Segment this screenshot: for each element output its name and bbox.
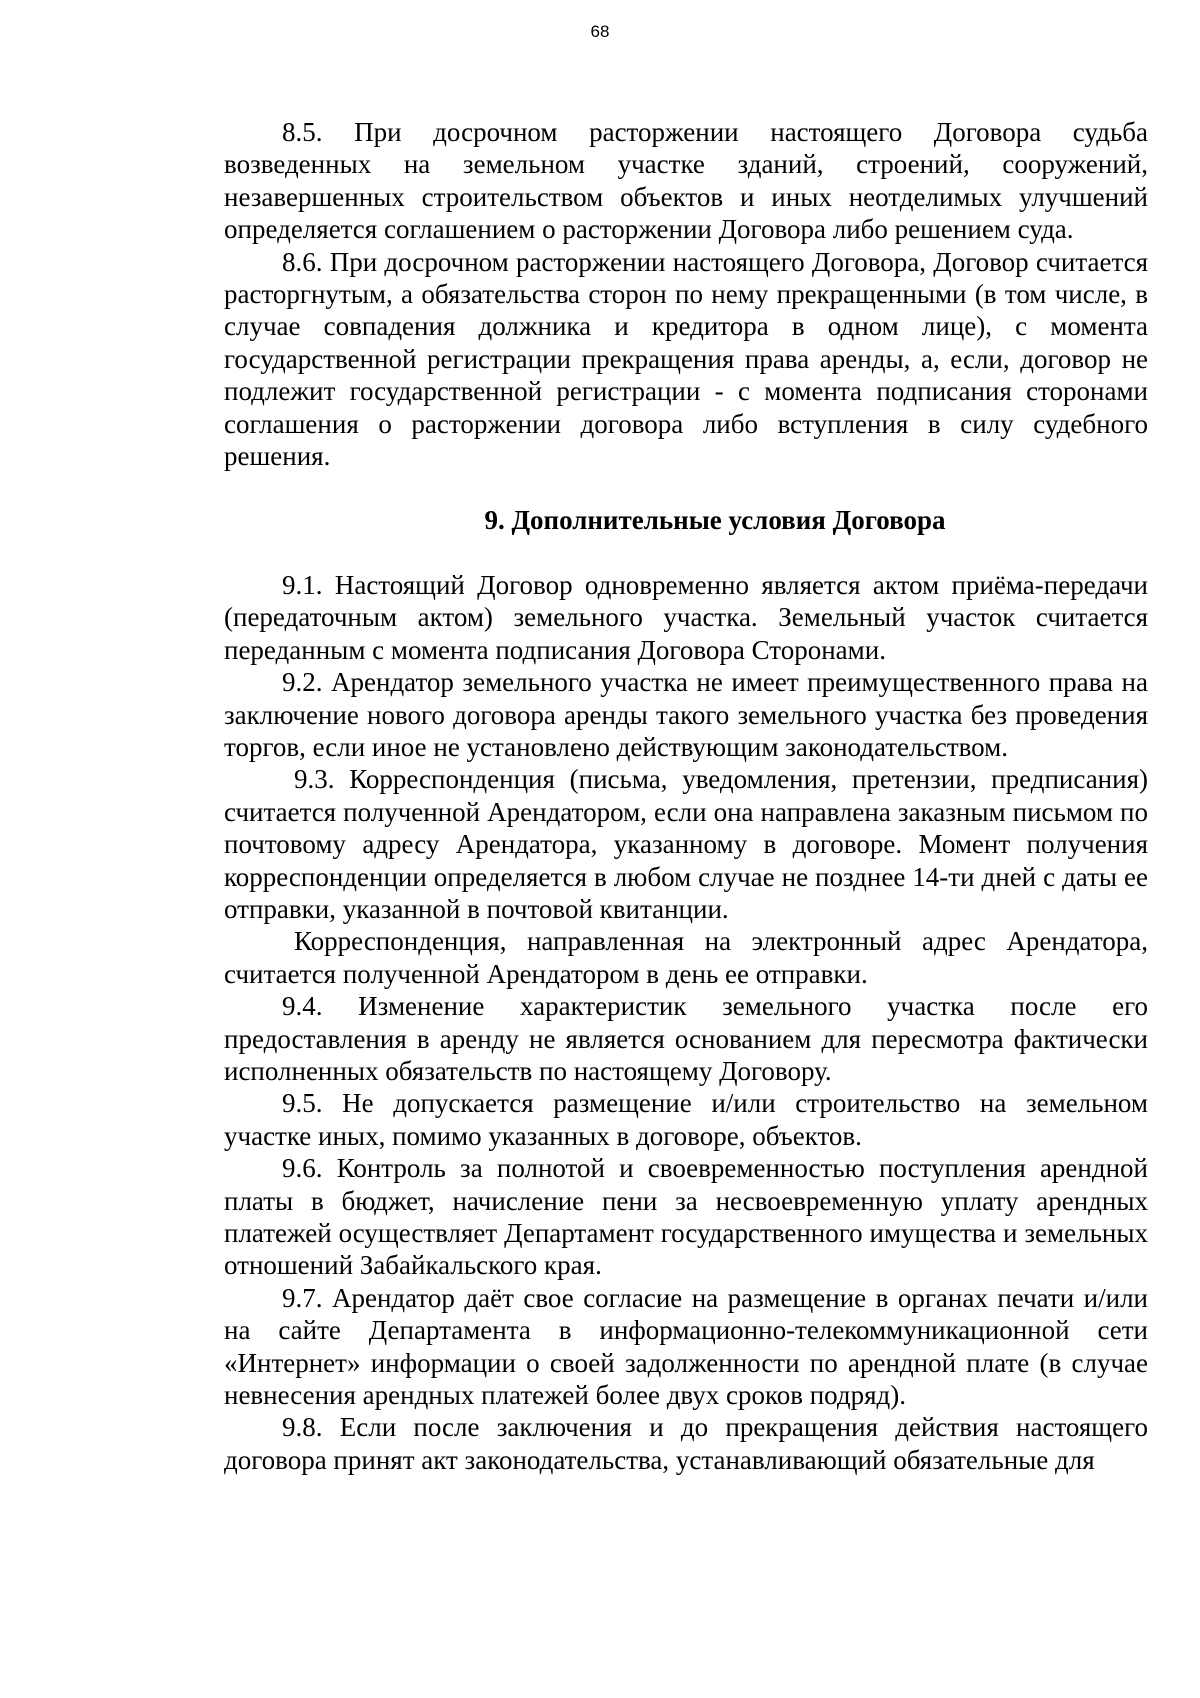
paragraph-9-3: 9.3. Корреспонденция (письма, уведомления, претензии, предписания) считается полученной Арендатором, если она направлена заказным письмом по почтовому адресу Арендатора, указанному в договоре. Момент получения корреспонденции определяется в любом случае не позднее 14-ти дней с даты ее отправки, указанной в почтовой квитанции. bbox=[224, 764, 1148, 924]
paragraph-9-5: 9.5. Не допускается размещение и/или строительство на земельном участке иных, помимо указанных в договоре, объектов. bbox=[224, 1088, 1148, 1151]
paragraph-9-4: 9.4. Изменение характеристик земельного участка после его предоставления в аренду не является основанием для пересмотра фактически исполненных обязательств по настоящему Договору. bbox=[224, 991, 1148, 1086]
paragraph-8-5: 8.5. При досрочном расторжении настоящего Договора судьба возведенных на земельном участке зданий, строений, сооружений, незавершенных строительством объектов и иных неотделимых улучшений определяется соглашением о расторжении Договора либо решением суда. bbox=[224, 117, 1148, 245]
paragraph-9-6: 9.6. Контроль за полнотой и своевременностью поступления арендной платы в бюджет, начисление пени за несвоевременную уплату арендных платежей осуществляет Департамент государственного имущества и земельных отношений Забайкальского края. bbox=[224, 1153, 1148, 1281]
paragraph-9-8: 9.8. Если после заключения и до прекращения действия настоящего договора принят акт законодательства, устанавливающий обязательные для bbox=[224, 1412, 1148, 1475]
document-body bbox=[224, 116, 1148, 1476]
page-number: 68 bbox=[590, 22, 610, 41]
section-heading-9: 9. Дополнительные условия Договора bbox=[484, 505, 946, 536]
paragraph-9-2: 9.2. Арендатор земельного участка не имеет преимущественного права на заключение нового договора аренды такого земельного участка без проведения торгов, если иное не установлено действующим законодательством. bbox=[224, 667, 1148, 762]
paragraph-9-7: 9.7. Арендатор даёт свое согласие на размещение в органах печати и/или на сайте Департамента в информационно-телекоммуникационной сети «Интернет» информации о своей задолженности по арендной плате (в случае невнесения арендных платежей более двух сроков подряд). bbox=[224, 1282, 1148, 1411]
paragraph-9-3-electronic: Корреспонденция, направленная на электронный адрес Арендатора, считается полученной Арендатором в день ее отправки. bbox=[224, 926, 1148, 989]
paragraph-8-6: 8.6. При досрочном расторжении настоящего Договора, Договор считается расторгнутым, а обязательства сторон по нему прекращенными (в том числе, в случае совпадения должника и кредитора в одном лице), с момента государственной регистрации прекращения права аренды, а, если, договор не подлежит государственной регистрации - с момента подписания сторонами соглашения о расторжении договора либо вступления в силу судебного решения. bbox=[224, 246, 1148, 472]
paragraph-9-1: 9.1. Настоящий Договор одновременно является актом приёма-передачи (передаточным актом) земельного участка. Земельный участок считается переданным с момента подписания Договора Сторонами. bbox=[224, 569, 1148, 665]
